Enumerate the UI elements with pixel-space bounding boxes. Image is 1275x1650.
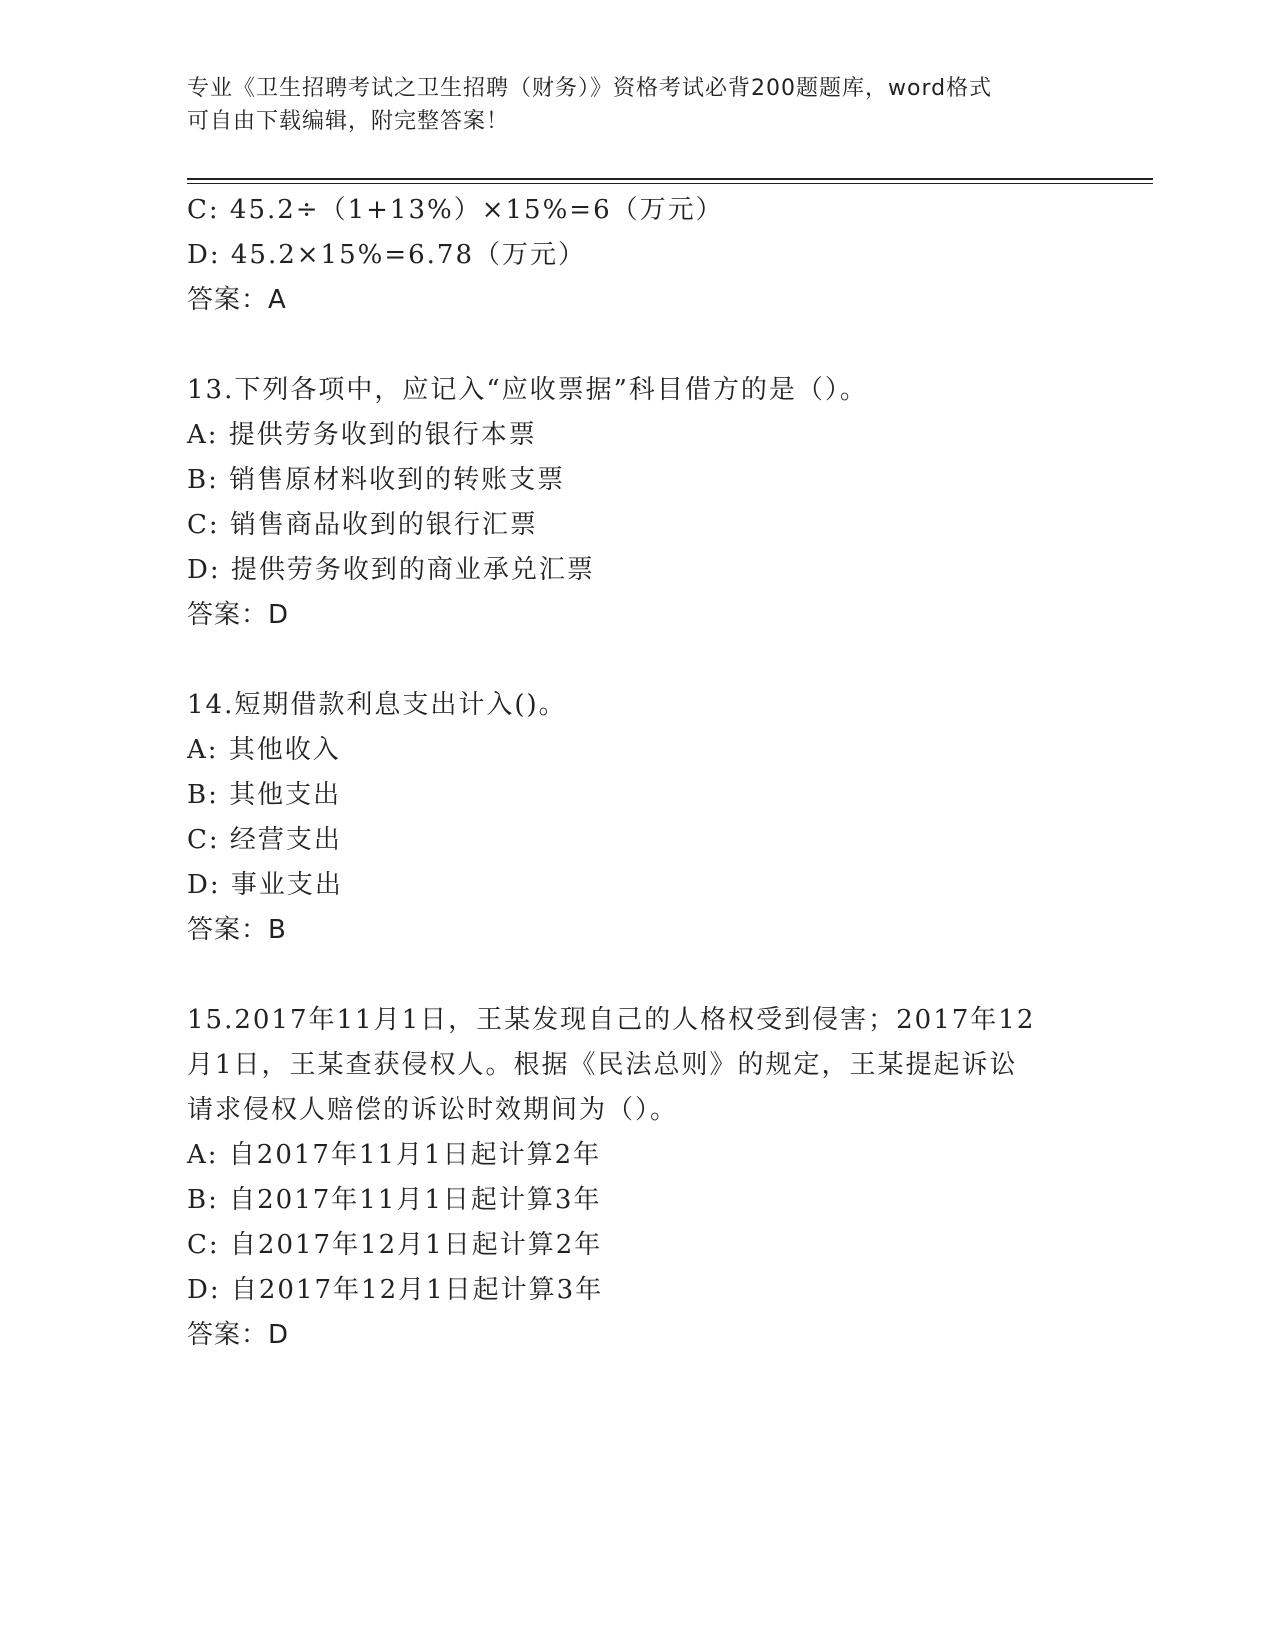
answer-line: 答案：D	[187, 600, 290, 630]
option-d: D: 提供劳务收到的商业承兑汇票	[187, 555, 595, 585]
option-b: B: 其他支出	[187, 780, 342, 810]
question-stem-line-3: 请求侵权人赔偿的诉讼时效期间为（）。	[187, 1095, 679, 1125]
option-c: C: 经营支出	[187, 825, 342, 855]
option-d: D: 自2017年12月1日起计算3年	[187, 1275, 604, 1305]
answer-line: 答案：A	[187, 285, 287, 315]
question-13	[187, 368, 1087, 638]
option-d: D: 事业支出	[187, 870, 343, 900]
question-stem-line-1: 15.2017年11月1日，王某发现自己的人格权受到侵害；2017年12	[187, 1005, 1036, 1035]
answer-line: 答案：D	[187, 1320, 290, 1350]
option-c: C: 45.2÷（1+13%）×15%=6（万元）	[187, 195, 724, 225]
header-line-1: 专业《卫生招聘考试之卫生招聘（财务）》资格考试必背200题题库，word格式	[187, 76, 993, 101]
question-stem: 13.下列各项中，应记入“应收票据”科目借方的是（）。	[187, 375, 868, 405]
question-stem: 14.短期借款利息支出计入()。	[187, 690, 567, 720]
question-content	[187, 188, 1087, 1358]
header-divider-thin	[187, 183, 1153, 184]
option-b: B: 销售原材料收到的转账支票	[187, 465, 566, 495]
document-header	[187, 72, 1087, 138]
question-15	[187, 998, 1087, 1358]
header-line-2: 可自由下载编辑，附完整答案！	[187, 109, 510, 134]
option-a: A: 自2017年11月1日起计算2年	[187, 1140, 602, 1170]
option-b: B: 自2017年11月1日起计算3年	[187, 1185, 602, 1215]
question-14	[187, 683, 1087, 953]
option-d: D: 45.2×15%=6.78（万元）	[187, 240, 587, 270]
option-c: C: 销售商品收到的银行汇票	[187, 510, 538, 540]
answer-line: 答案：B	[187, 915, 287, 945]
option-c: C: 自2017年12月1日起计算2年	[187, 1230, 603, 1260]
option-a: A: 其他收入	[187, 735, 341, 765]
question-stem-line-2: 月1日，王某查获侵权人。根据《民法总则》的规定，王某提起诉讼	[187, 1050, 1018, 1080]
header-divider-thick	[187, 178, 1153, 180]
option-a: A: 提供劳务收到的银行本票	[187, 420, 537, 450]
